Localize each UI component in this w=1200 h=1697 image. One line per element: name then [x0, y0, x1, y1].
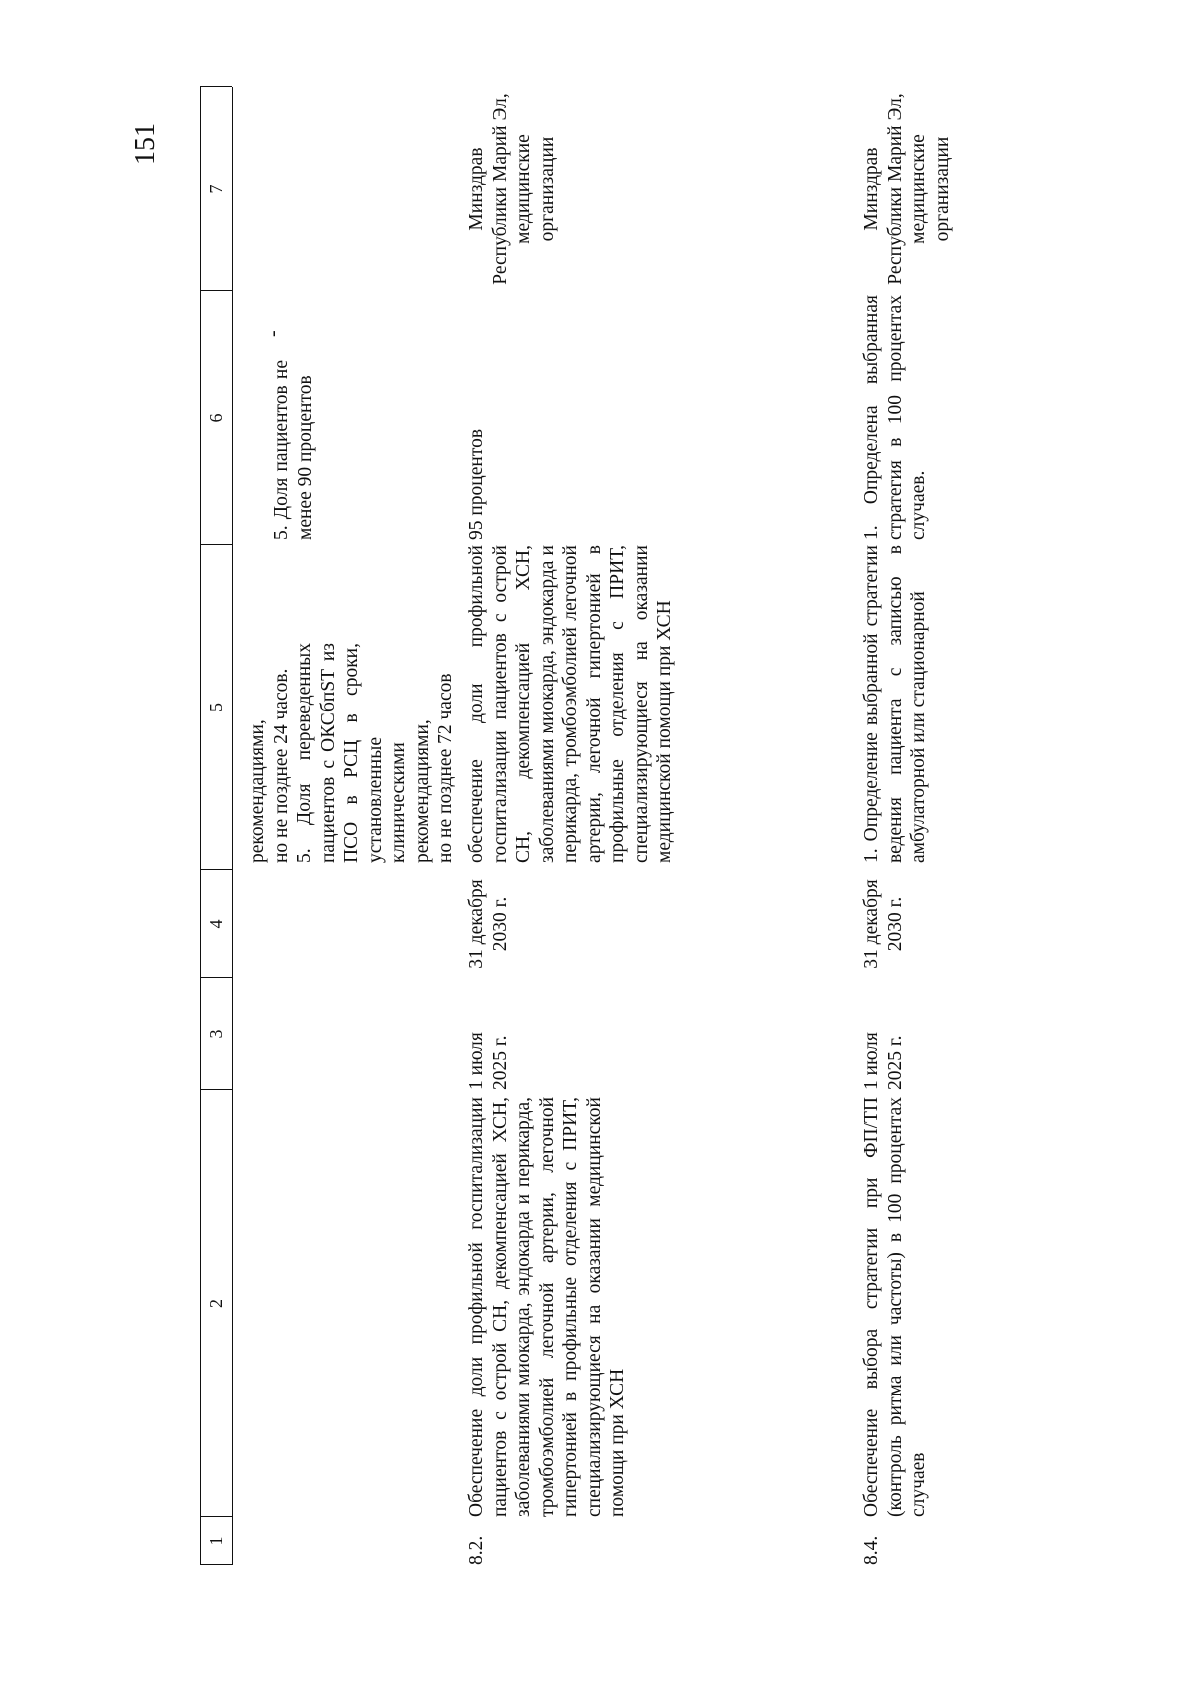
column-number: 3	[206, 1029, 226, 1039]
row-indicator: 1. Определена выбранная стратегия в 100 процентах случаев.	[861, 295, 929, 540]
row-result: 1. Определение выбранной стратегии ведения пациента с записью в амбулаторной или стационарной	[861, 545, 929, 863]
row-number: 8.2.	[466, 1535, 487, 1565]
column-number: 1	[206, 1536, 226, 1546]
continuation-indicator-text: 5. Доля пациентов не менее 90 процентов	[271, 360, 316, 540]
row-end-date: 31 декабря 2030 г.	[861, 879, 906, 969]
row-end-date: 31 декабря 2030 г.	[466, 879, 511, 969]
row-number: 8.4.	[861, 1535, 882, 1565]
row-indicator: 95 процентов	[466, 428, 487, 540]
page-number: 151	[130, 123, 161, 165]
header-bottom-rule	[232, 87, 233, 1565]
continuation-dash: -	[262, 330, 284, 337]
row-task: Обеспечение доли профильной госпитализации пациентов с острой СН, декомпенсацией ХСН, заболеваниями миокарда, эндокарда и перикарда, тромбоэмболией легочной артерии, легочной гипертонией в профильные отделения с ПРИТ, специализирующиеся на оказании медицинской помощи при ХСН	[466, 1097, 628, 1517]
continuation-result-text: рекомендациями, но не позднее 24 часов. 5. Доля переведенных пациентов с ОКСбпST из ПСО в РСЦ в сроки, установленные клиническими рекомендациями, но не позднее 72 часов	[247, 643, 456, 863]
row-result: обеспечение доли профильной госпитализации пациентов с острой СН, декомпенсацией ХСН, заболеваниями миокарда, эндокарда и перикарда, тромбоэмболией легочной артерии, легочной гипертонией в профильные отделения с ПРИТ, специализирующиеся на оказании медицинской помощи при ХСН	[466, 545, 675, 863]
column-number: 2	[206, 1299, 226, 1308]
row-responsible: Минздрав Республики Марий Эл, медицинские организации	[466, 93, 558, 285]
column-number: 4	[206, 919, 226, 929]
column-number: 7	[206, 184, 226, 194]
row-start-date: 1 июля 2025 г.	[861, 1032, 906, 1090]
column-number: 6	[206, 413, 226, 423]
row-start-date: 1 июля 2025 г.	[466, 1032, 511, 1090]
row-task: Обеспечение выбора стратегии при ФП/ТП (контроль ритма или частоты) в 100 процентах случаев	[861, 1097, 929, 1517]
column-number: 5	[206, 703, 226, 712]
rotated-table-page	[130, 85, 960, 1565]
row-responsible: Минздрав Республики Марий Эл, медицинские организации	[861, 93, 953, 285]
